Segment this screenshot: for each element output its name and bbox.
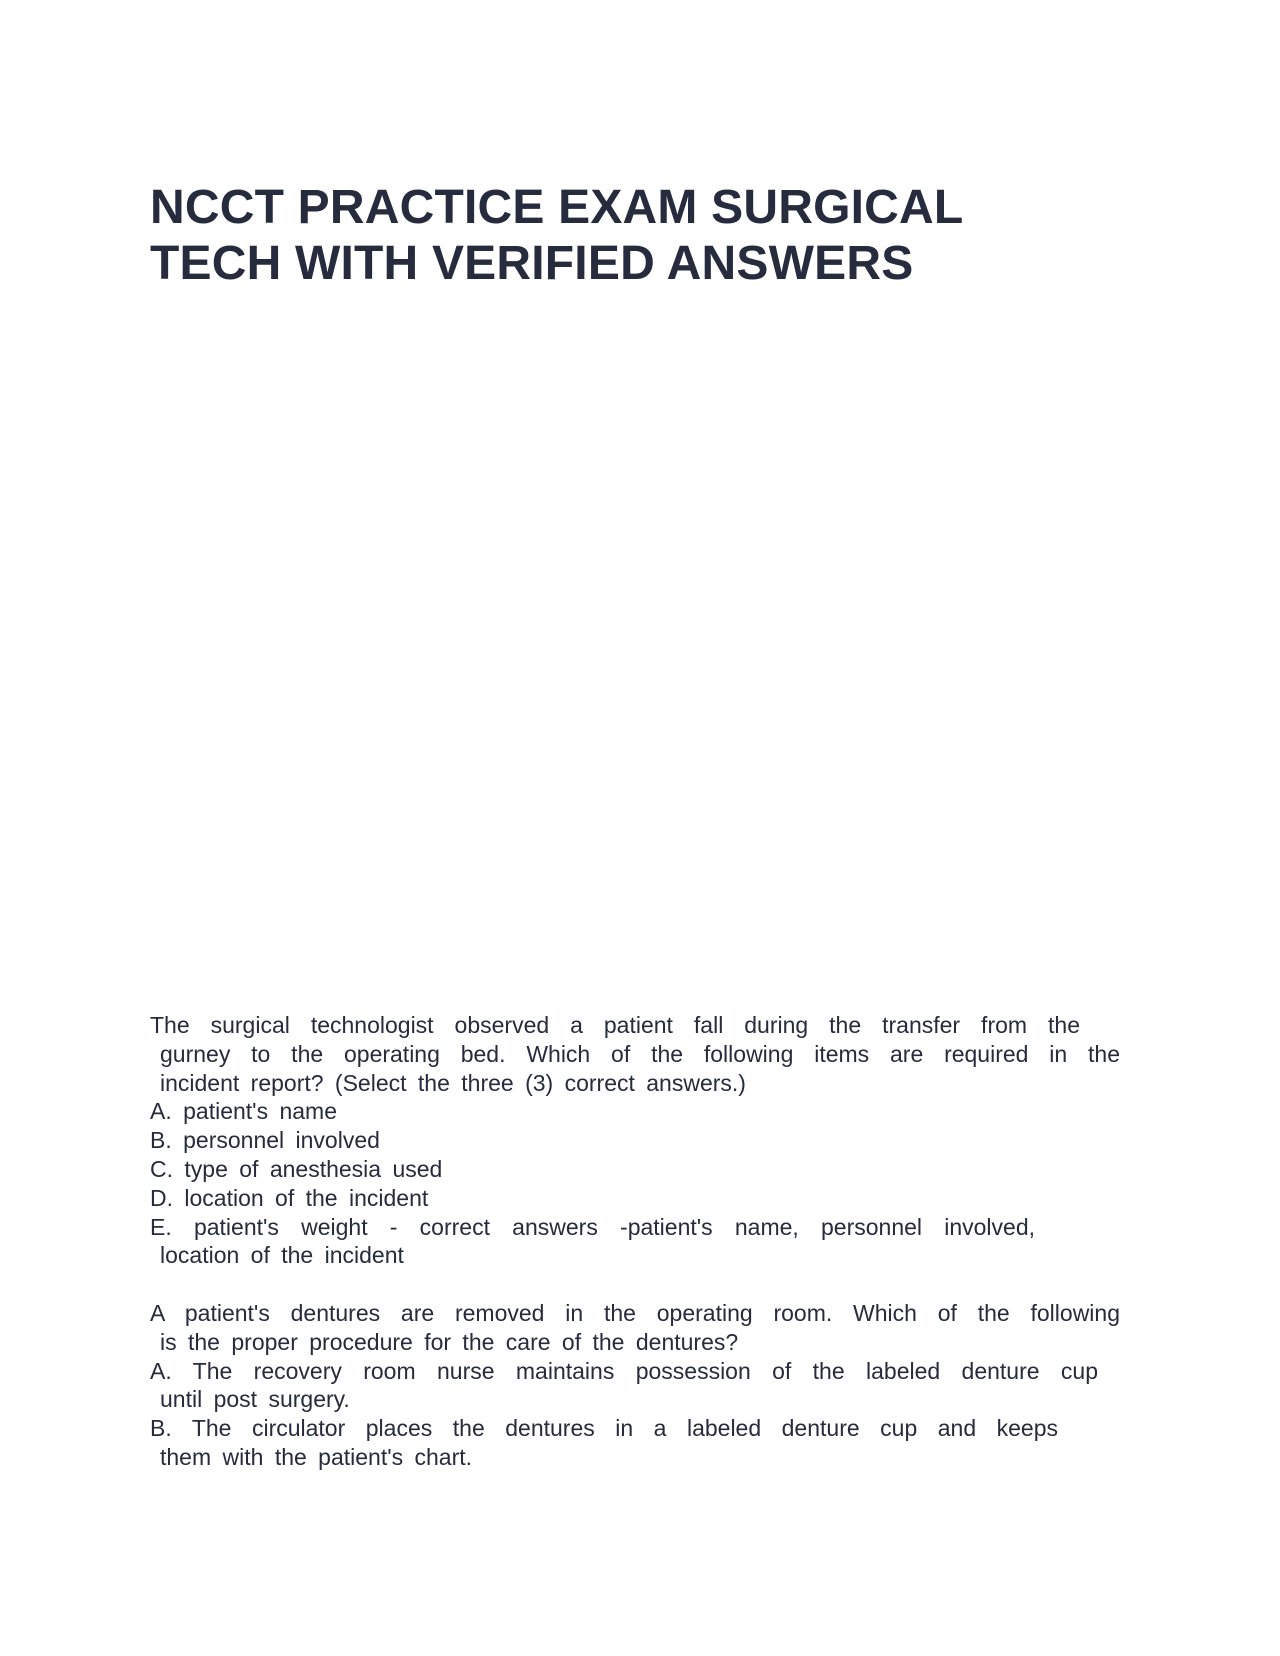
question-2-option: B. The circulator places the dentures in a labeled denture cup and keeps [150, 1415, 1058, 1442]
question-2-option-continuation: them with the patient's chart. [160, 1443, 473, 1470]
question-1-option: B. personnel involved [150, 1127, 380, 1154]
question-1 [150, 1011, 1130, 1270]
title-line: TECH WITH VERIFIED ANSWERS [150, 237, 914, 290]
question-1-stem-line: The surgical technologist observed a patient fall during the transfer from the [150, 1012, 1080, 1038]
question-1-answer-continuation: location of the incident [160, 1242, 404, 1269]
question-1-stem-line: gurney to the operating bed. Which of the following items are required in the [160, 1040, 1120, 1067]
question-1-stem-line: incident report? (Select the three (3) correct answers.) [160, 1069, 746, 1096]
question-1-option: C. type of anesthesia used [150, 1155, 443, 1182]
question-1-option: E. patient's weight - correct answers -patient's name, personnel involved, [150, 1213, 1035, 1240]
document-title [150, 180, 1150, 292]
question-2-option: A. The recovery room nurse maintains possession of the labeled denture cup [150, 1357, 1098, 1384]
question-2-stem-line: A patient's dentures are removed in the operating room. Which of the following [150, 1299, 1120, 1326]
document-body [150, 1011, 1130, 1472]
question-2 [150, 1299, 1130, 1472]
paragraph-spacer [150, 1270, 1130, 1299]
question-2-stem-line: is the proper procedure for the care of the dentures? [160, 1328, 739, 1355]
question-2-option-continuation: until post surgery. [160, 1386, 350, 1413]
question-1-option: A. patient's name [150, 1098, 337, 1125]
title-line: NCCT PRACTICE EXAM SURGICAL [150, 181, 964, 234]
question-1-option: D. location of the incident [150, 1184, 429, 1211]
